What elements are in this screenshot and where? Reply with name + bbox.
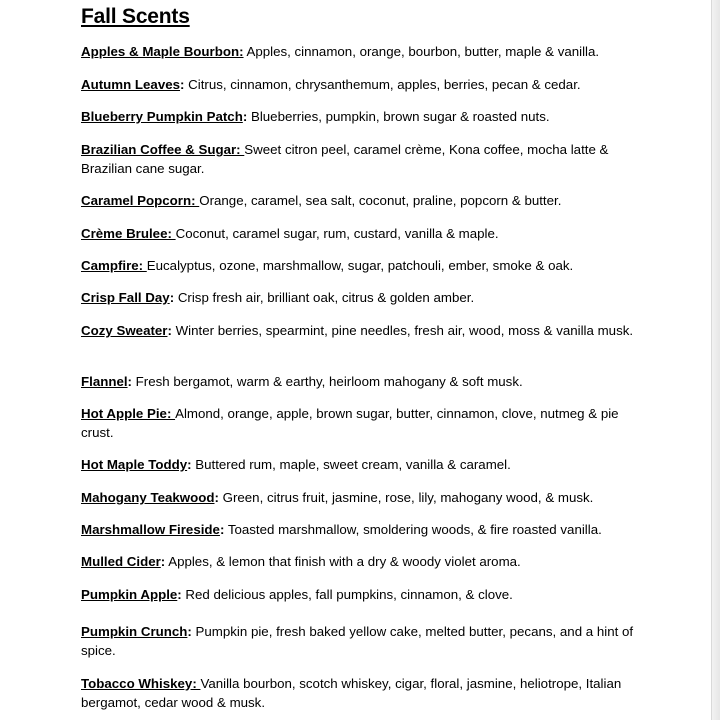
- scent-name: Hot Maple Toddy: [81, 457, 188, 472]
- scent-entry-blueberry-pumpkin-patch: [81, 108, 641, 127]
- scent-description: Almond, orange, apple, brown sugar, butter, cinnamon, clove, nutmeg & pie crust.: [81, 406, 619, 440]
- scent-description: Pumpkin pie, fresh baked yellow cake, melted butter, pecans, and a hint of spice.: [81, 624, 634, 658]
- scent-colon: :: [187, 624, 192, 639]
- scent-name: Pumpkin Crunch: [81, 624, 188, 639]
- scent-entry-brazilian-coffee-sugar: [81, 141, 641, 178]
- scent-name: Tobacco Whiskey:: [81, 676, 201, 691]
- scent-name: Autumn Leaves: [81, 77, 181, 92]
- scent-name: Crisp Fall Day: [81, 290, 170, 305]
- scent-entry-hot-maple-toddy: [81, 456, 641, 475]
- scent-description: Red delicious apples, fall pumpkins, cinnamon, & clove.: [181, 587, 513, 602]
- scent-description: Sweet citron peel, caramel crème, Kona coffee, mocha latte & Brazilian cane sugar.: [81, 142, 609, 176]
- scent-description: Citrus, cinnamon, chrysanthemum, apples, berries, pecan & cedar.: [184, 77, 581, 92]
- scent-name: Mahogany Teakwood: [81, 490, 215, 505]
- scent-entry-mahogany-teakwood: [81, 489, 641, 508]
- scent-entry-tobacco-whiskey: [81, 675, 641, 712]
- scent-colon: :: [169, 290, 175, 305]
- document-page: [81, 0, 641, 710]
- scent-entry-crisp-fall-day: [81, 289, 641, 308]
- scent-name: Campfire:: [81, 258, 147, 273]
- scent-colon: :: [167, 323, 172, 338]
- scent-entry-caramel-popcorn: [81, 192, 641, 211]
- scent-entry-pumpkin-apple: [81, 586, 641, 605]
- scent-colon: :: [187, 457, 192, 472]
- scent-description: Fresh bergamot, warm & earthy, heirloom mahogany & soft musk.: [131, 374, 523, 389]
- scent-description: Apples, & lemon that finish with a dry & woody violet aroma.: [165, 554, 521, 569]
- scent-colon: :: [160, 554, 166, 569]
- scent-entry-pumpkin-crunch: [81, 623, 641, 660]
- scent-entry-cozy-sweater: [81, 322, 641, 341]
- scent-description: Winter berries, spearmint, pine needles, fresh air, wood, moss & vanilla musk.: [171, 323, 634, 338]
- scent-description: Buttered rum, maple, sweet cream, vanilla & caramel.: [191, 457, 511, 472]
- document-title: Fall Scents: [81, 5, 190, 28]
- scent-colon: :: [177, 587, 182, 602]
- page-edge: [711, 0, 720, 720]
- scent-entry-hot-apple-pie: [81, 405, 641, 442]
- scent-name: Crème Brulee:: [81, 226, 176, 241]
- scent-description: Blueberries, pumpkin, brown sugar & roasted nuts.: [247, 109, 550, 124]
- scent-entry-marshmallow-fireside: [81, 521, 641, 540]
- scent-description: Crisp fresh air, brilliant oak, citrus & golden amber.: [174, 290, 475, 305]
- scent-colon: :: [214, 490, 219, 505]
- scent-description: Green, citrus fruit, jasmine, rose, lily, mahogany wood, & musk.: [218, 490, 594, 505]
- scent-description: Toasted marshmallow, smoldering woods, & fire roasted vanilla.: [224, 522, 602, 537]
- scent-name: Brazilian Coffee & Sugar:: [81, 142, 245, 157]
- scent-name: Cozy Sweater: [81, 323, 168, 338]
- scent-colon: :: [180, 77, 185, 92]
- scent-description: Orange, caramel, sea salt, coconut, praline, popcorn & butter.: [199, 193, 562, 208]
- scent-name: Caramel Popcorn:: [81, 193, 200, 208]
- scent-name: Marshmallow Fireside: [81, 522, 220, 537]
- scent-entry-campfire: [81, 257, 641, 276]
- scent-entry-flannel: [81, 373, 641, 392]
- scent-colon: :: [127, 374, 132, 389]
- scent-name: Mulled Cider: [81, 554, 161, 569]
- scent-description: Coconut, caramel sugar, rum, custard, vanilla & maple.: [175, 226, 499, 241]
- scent-name: Hot Apple Pie:: [81, 406, 176, 421]
- scent-description: Vanilla bourbon, scotch whiskey, cigar, floral, jasmine, heliotrope, Italian bergamot, cedar wood & musk.: [81, 676, 622, 710]
- scent-description: Apples, cinnamon, orange, bourbon, butter, maple & vanilla.: [243, 44, 600, 59]
- scent-colon: :: [219, 522, 225, 537]
- scent-name: Apples & Maple Bourbon:: [81, 44, 244, 59]
- scent-entry-mulled-cider: [81, 553, 641, 572]
- scent-entry-autumn-leaves: [81, 76, 641, 95]
- scent-name: Flannel: [81, 374, 128, 389]
- scent-name: Blueberry Pumpkin Patch: [81, 109, 243, 124]
- scent-name: Pumpkin Apple: [81, 587, 178, 602]
- scent-entry-creme-brulee: [81, 225, 641, 244]
- scent-entry-apples-maple-bourbon: [81, 43, 641, 62]
- scent-description: Eucalyptus, ozone, marshmallow, sugar, patchouli, ember, smoke & oak.: [146, 258, 574, 273]
- scent-colon: :: [242, 109, 248, 124]
